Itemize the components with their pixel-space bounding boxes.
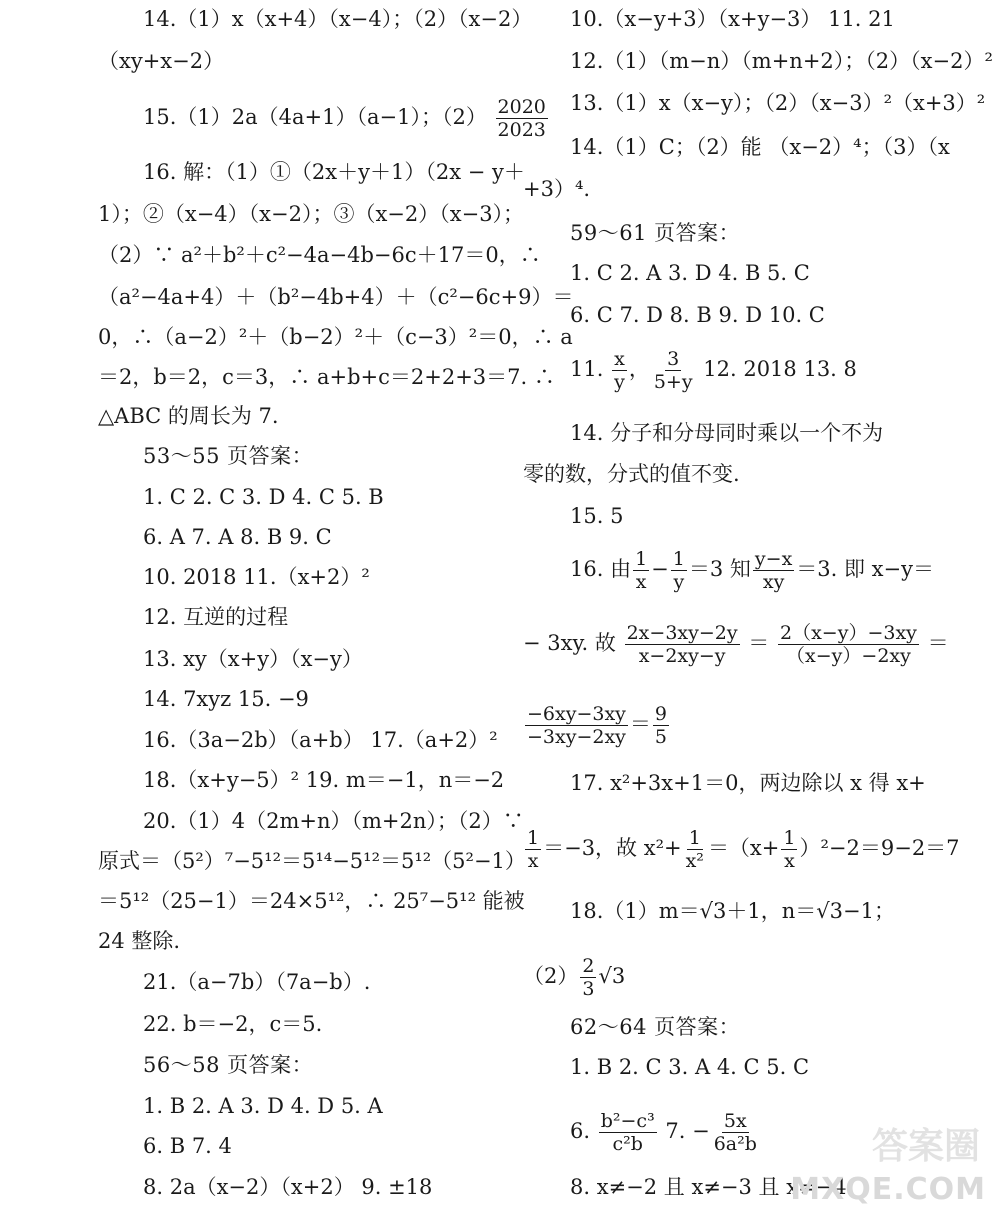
fraction	[525, 827, 541, 872]
answer-text: ＝	[629, 712, 651, 736]
numerator: b²−c³	[600, 1110, 655, 1132]
denominator: x	[635, 571, 647, 593]
answer-line: 12. 互逆的过程	[143, 605, 289, 629]
answer-line	[523, 955, 625, 1000]
answer-line: 17. x²+3x+1＝0，两边除以 x 得 x+	[570, 771, 926, 795]
answer-text: ＝−3，故 x²+	[543, 836, 682, 860]
watermark-url: MXQE.COM	[790, 1172, 986, 1207]
answer-line: 6. B 7. 4	[143, 1134, 232, 1158]
answer-line: 14. 分子和分母同时乘以一个不为	[570, 421, 884, 445]
answer-line	[570, 548, 934, 593]
answer-line	[570, 348, 857, 393]
answer-line: （2）∵ a²＋b²＋c²−4a−4b−6c＋17＝0，∴	[98, 243, 541, 267]
answer-line: 1）；②（x−4）（x−2）；③（x−2）（x−3）；	[98, 202, 525, 226]
answer-line: △ABC 的周长为 7.	[98, 404, 279, 428]
answer-line: 13.（1）x（x−y）；（2）（x−3）²（x+3）²	[570, 91, 986, 115]
answer-line: 14. 7xyz 15. −9	[143, 687, 309, 711]
fraction	[652, 348, 695, 393]
answer-line: 1. B 2. A 3. D 4. D 5. A	[143, 1094, 383, 1118]
numerator: −6xy−3xy	[527, 703, 626, 725]
numerator: y−x	[754, 548, 793, 570]
numerator: 2（x−y）−3xy	[779, 622, 917, 644]
answer-line: 10.（x−y+3）（x+y−3） 11. 21	[570, 7, 895, 31]
answer-line: 18.（1）m＝√3＋1，n＝√3−1；	[570, 899, 895, 923]
answer-line: 15. 5	[570, 504, 624, 528]
answer-text: − 3xy. 故	[523, 631, 616, 655]
answer-text: √3	[598, 964, 626, 988]
answer-text: −	[651, 557, 669, 581]
answer-line: 1. C 2. C 3. D 4. C 5. B	[143, 485, 384, 509]
fraction	[496, 96, 548, 141]
section-heading: 59～61 页答案：	[570, 221, 741, 245]
numerator: 1	[635, 548, 648, 570]
numerator: 1	[688, 827, 701, 849]
answer-text: ）²−2＝9−2＝7	[799, 836, 960, 860]
denominator: 2023	[497, 119, 546, 141]
denominator: （x−y）−2xy	[786, 645, 911, 667]
answer-text: ，	[628, 357, 650, 381]
numerator: 3	[667, 348, 680, 370]
answer-line: +3）⁴.	[523, 177, 591, 201]
fraction	[778, 622, 919, 667]
numerator: 1	[672, 548, 685, 570]
denominator: 5+y	[653, 371, 693, 393]
answer-line: （xy+x−2）	[98, 49, 225, 73]
denominator: x	[784, 850, 795, 872]
answer-line: ＝2，b＝2，c＝3，∴ a+b+c＝2+2+3＝7. ∴	[98, 365, 555, 389]
denominator: c²b	[612, 1133, 643, 1155]
fraction	[633, 548, 649, 593]
answer-line: 1. C 2. A 3. D 4. B 5. C	[570, 261, 810, 285]
fraction	[712, 1110, 759, 1155]
answer-text: ＝3. 即 x−y＝	[796, 557, 934, 581]
answer-line: 16.（3a−2b）（a+b） 17.（a+2）²	[143, 728, 498, 752]
answer-line: 14.（1）x（x+4）（x−4）；（2）（x−2）	[143, 7, 533, 31]
numerator: 9	[654, 703, 668, 725]
answer-line: 6. A 7. A 8. B 9. C	[143, 525, 332, 549]
section-heading: 53～55 页答案：	[143, 444, 314, 468]
numerator: 1	[527, 827, 540, 849]
answer-line	[143, 96, 550, 141]
answer-text: 11.	[570, 357, 604, 381]
answer-line: 22. b＝−2，c＝5.	[143, 1012, 323, 1036]
fraction	[671, 548, 687, 593]
answer-text: ＝	[927, 631, 949, 655]
answer-line: 18.（x+y−5）² 19. m＝−1，n＝−2	[143, 768, 505, 792]
denominator: x²	[685, 850, 704, 872]
fraction	[580, 955, 596, 1000]
denominator: xy	[762, 571, 785, 593]
answer-line: 原式＝（5²）⁷−5¹²＝5¹⁴−5¹²＝5¹²（5²−1）	[98, 849, 526, 873]
answer-text: 12. 2018 13. 8	[703, 357, 857, 381]
denominator: −3xy−2xy	[527, 726, 626, 748]
answer-line: 12.（1）（m−n）（m+n+2）；（2）（x−2）²	[570, 49, 993, 73]
answer-line: 13. xy（x+y）（x−y）	[143, 647, 363, 671]
numerator: 1	[783, 827, 796, 849]
numerator: 2020	[497, 96, 546, 118]
answer-text: ＝	[748, 631, 770, 655]
fraction	[625, 622, 740, 667]
denominator: 6a²b	[713, 1133, 757, 1155]
denominator: 5	[654, 726, 668, 748]
denominator: 3	[582, 978, 595, 1000]
answer-text: （2）	[523, 964, 579, 988]
fraction	[753, 548, 794, 593]
answer-line: ＝5¹²（25−1）＝24×5¹²，∴ 25⁷−5¹² 能被	[98, 889, 525, 913]
answer-text: ＝（x+	[707, 836, 780, 860]
answer-line: 8. x≠−2 且 x≠−3 且 x≠−4	[570, 1175, 847, 1199]
watermark-logo: 答案圈	[871, 1126, 980, 1167]
answer-text: ＝3 知	[688, 557, 751, 581]
fraction	[525, 703, 628, 748]
answer-line: 0，∴（a−2）²＋（b−2）²＋（c−3）²＝0，∴ a	[98, 325, 573, 349]
answer-text: 16. 由	[570, 557, 632, 581]
answer-line	[570, 1110, 761, 1155]
answer-line: 16. 解：（1）①（2x＋y＋1）（2x − y＋	[143, 160, 525, 184]
answer-line: 14.（1）C；（2）能 （x−2）⁴；（3）（x	[570, 135, 950, 159]
answer-line: 6. C 7. D 8. B 9. D 10. C	[570, 303, 825, 327]
answer-line: （a²−4a+4）＋（b²−4b+4）＋（c²−6c+9）＝	[98, 285, 574, 309]
answer-line: 零的数，分式的值不变.	[523, 462, 740, 486]
answer-line: 21.（a−7b）（7a−b）.	[143, 970, 371, 994]
answer-text: 15.（1）2a（4a+1）（a−1）；（2）	[143, 105, 487, 129]
answer-text: 7. −	[665, 1119, 710, 1143]
denominator: y	[614, 371, 625, 393]
numerator: x	[614, 348, 625, 370]
answer-line: 8. 2a（x−2）（x+2） 9. ±18	[143, 1175, 433, 1199]
fraction	[684, 827, 706, 872]
numerator: 2x−3xy−2y	[626, 622, 738, 644]
answer-line	[523, 622, 949, 667]
section-heading: 56～58 页答案：	[143, 1053, 314, 1077]
denominator: x	[527, 850, 539, 872]
fraction	[653, 703, 669, 748]
fraction	[599, 1110, 657, 1155]
section-heading: 62～64 页答案：	[570, 1015, 741, 1039]
answer-text: 6.	[570, 1119, 591, 1143]
answer-line	[523, 827, 960, 872]
denominator: y	[673, 571, 685, 593]
answer-line: 24 整除.	[98, 929, 181, 953]
answer-line	[523, 703, 671, 748]
numerator: 2	[582, 955, 595, 977]
fraction	[781, 827, 797, 872]
answer-line: 1. B 2. C 3. A 4. C 5. C	[570, 1055, 810, 1079]
fraction	[612, 348, 627, 393]
denominator: x−2xy−y	[638, 645, 726, 667]
answer-line: 10. 2018 11.（x+2）²	[143, 565, 370, 589]
answer-line: 20.（1）4（2m+n）（m+2n）；（2）∵	[143, 809, 524, 833]
numerator: 5x	[723, 1110, 747, 1132]
